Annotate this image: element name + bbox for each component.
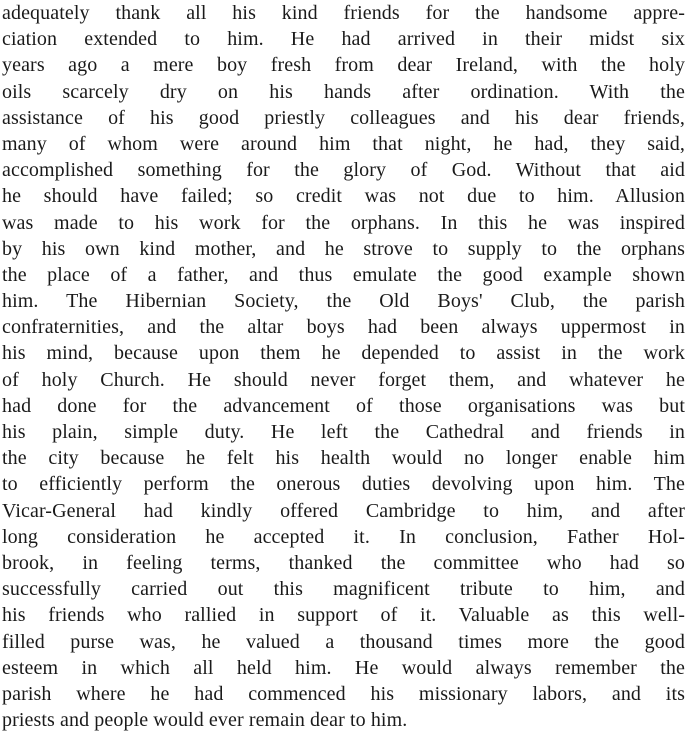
text-line: the place of a father, and thus emulate the good example shown (2, 263, 685, 286)
text-line: his mind, because upon them he depended to assist in the work (2, 342, 685, 365)
text-line-last: priests and people would ever remain dear to him. (2, 709, 408, 732)
text-line: was made to his work for the orphans. In this he was inspired (2, 211, 685, 234)
text-line: oils scarcely dry on his hands after ordination. With the (2, 80, 685, 103)
text-line: his plain, simple duty. He left the Cathedral and friends in (2, 421, 685, 443)
text-line: Vicar-General had kindly offered Cambridge to him, and after (2, 499, 685, 522)
text-line: successfully carried out this magnificent tribute to him, and (2, 578, 685, 601)
text-line: confraternities, and the altar boys had been always uppermost in (2, 316, 685, 339)
text-line: parish where he had commenced his missionary labors, and its (2, 682, 685, 705)
text-line: brook, in feeling terms, thanked the committee who had so (2, 551, 685, 574)
text-line: his friends who rallied in support of it. Valuable as this well- (2, 604, 685, 627)
text-line: he should have failed; so credit was not due to him. Allusion (2, 185, 685, 208)
text-line: long consideration he accepted it. In conclusion, Father Hol- (2, 525, 685, 548)
text-line: years ago a mere boy fresh from dear Ireland, with the holy (2, 54, 685, 77)
text-line: of holy Church. He should never forget them, and whatever he (2, 368, 685, 391)
document-page (2, 0, 685, 733)
text-line: ciation extended to him. He had arrived in their midst six (2, 28, 685, 51)
text-line: filled purse was, he valued a thousand times more the good (2, 630, 685, 653)
text-line: him. The Hibernian Society, the Old Boys' Club, the parish (2, 290, 685, 313)
text-line: had done for the advancement of those organisations was but (2, 394, 685, 417)
text-line: esteem in which all held him. He would always remember the (2, 656, 685, 679)
text-line: accomplished something for the glory of God. Without that aid (2, 159, 685, 182)
text-line: the city because he felt his health would no longer enable him (2, 447, 685, 470)
text-line: to efficiently perform the onerous duties devolving upon him. The (2, 473, 685, 496)
text-line: adequately thank all his kind friends for the handsome appre- (2, 2, 685, 24)
text-line: assistance of his good priestly colleagues and his dear friends, (2, 106, 685, 129)
text-line: by his own kind mother, and he strove to supply to the orphans (2, 237, 685, 260)
text-line: many of whom were around him that night, he had, they said, (2, 132, 685, 155)
